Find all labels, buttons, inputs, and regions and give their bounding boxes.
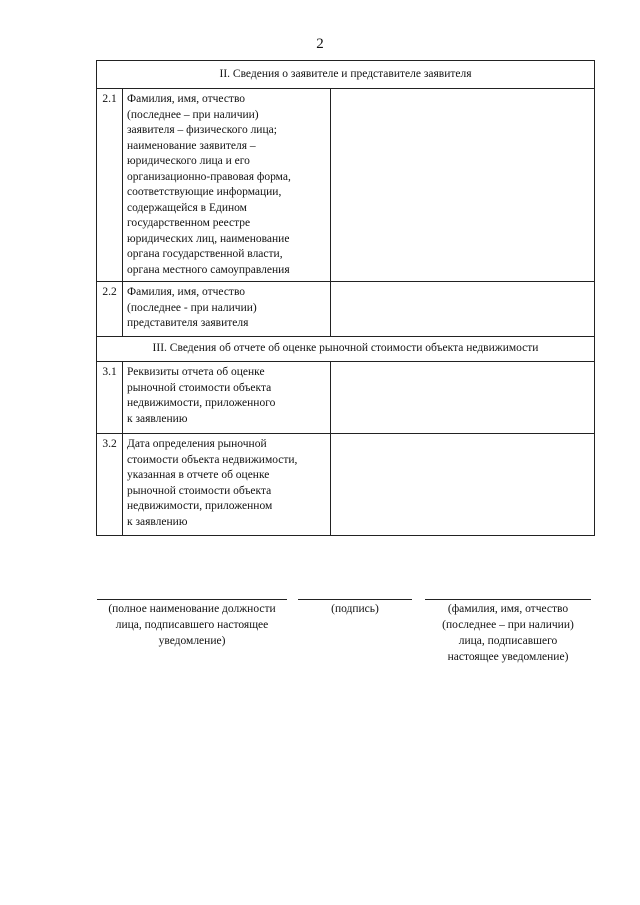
notification-form-table bbox=[96, 60, 595, 536]
row-number: 3.2 bbox=[97, 434, 123, 536]
position-signature-line[interactable] bbox=[97, 599, 287, 600]
row-label-report-details: Реквизиты отчета об оценке рыночной стоимости объекта недвижимости, приложенного к заявлению bbox=[123, 362, 331, 434]
signature-caption: (подпись) bbox=[331, 603, 379, 615]
field-valuation-date[interactable] bbox=[331, 434, 595, 536]
row-number: 2.2 bbox=[97, 282, 123, 337]
table-row-2-2 bbox=[97, 282, 595, 337]
section-title-valuation-report: III. Сведения об отчете об оценке рыночной стоимости объекта недвижимости bbox=[97, 337, 595, 362]
row-number: 2.1 bbox=[97, 89, 123, 282]
row-label-representative-name: Фамилия, имя, отчество (последнее - при наличии) представителя заявителя bbox=[123, 282, 331, 337]
row-label-valuation-date: Дата определения рыночной стоимости объекта недвижимости, указанная в отчете об оценке рыночной стоимости объекта недвижимости, приложенном к заявлению bbox=[123, 434, 331, 536]
page-number: 2 bbox=[316, 36, 324, 52]
row-number: 3.1 bbox=[97, 362, 123, 434]
signature-line[interactable] bbox=[298, 599, 412, 600]
section-header-row bbox=[97, 61, 595, 89]
table-row-2-1 bbox=[97, 89, 595, 282]
position-caption: (полное наименование должности лица, подписавшего настоящее уведомление) bbox=[108, 603, 276, 647]
name-signature-line[interactable] bbox=[425, 599, 591, 600]
section-header-row bbox=[97, 337, 595, 362]
field-report-details[interactable] bbox=[331, 362, 595, 434]
field-representative-name[interactable] bbox=[331, 282, 595, 337]
table-row-3-2 bbox=[97, 434, 595, 536]
row-label-applicant-name: Фамилия, имя, отчество (последнее – при наличии) заявителя – физического лица; наименование заявителя – юридического лица и его организационно-правовая форма, соответствующие информации, содержащейся в Едином государственном реестре юридических лиц, наименование органа государственной власти, органа местного самоуправления bbox=[123, 89, 331, 282]
field-applicant-name[interactable] bbox=[331, 89, 595, 282]
name-caption: (фамилия, имя, отчество (последнее – при наличии) лица, подписавшего настоящее уведомление) bbox=[442, 603, 574, 663]
section-title-applicant: II. Сведения о заявителе и представителе заявителя bbox=[97, 61, 595, 89]
table-row-3-1 bbox=[97, 362, 595, 434]
